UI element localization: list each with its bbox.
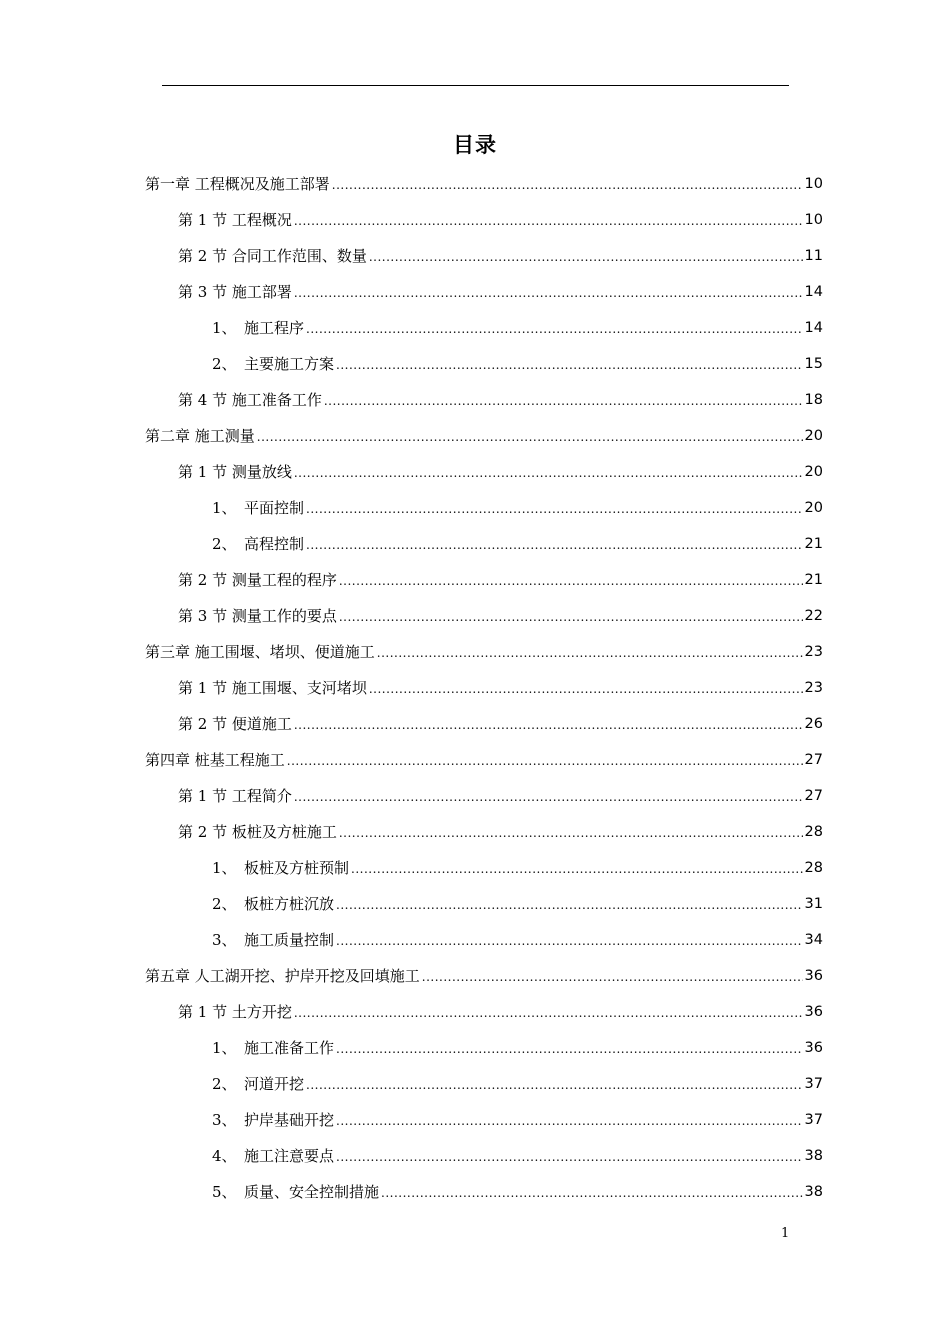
toc-entry-page: 14 xyxy=(804,320,823,336)
toc-entry-title: 高程控制 xyxy=(244,535,305,553)
toc-entry[interactable] xyxy=(178,244,823,266)
toc-dot-leader xyxy=(422,966,803,986)
toc-dot-leader xyxy=(336,1110,803,1130)
toc-entry-number: 4、 xyxy=(212,1147,237,1165)
toc-entry-title: 平面控制 xyxy=(244,499,305,517)
toc-entry-title: 第 2 节 便道施工 xyxy=(178,715,292,733)
toc-entry[interactable] xyxy=(178,676,823,698)
toc-dot-leader xyxy=(294,462,803,482)
toc-entry-page: 21 xyxy=(804,572,823,588)
header-rule xyxy=(162,85,789,86)
toc-entry-page: 36 xyxy=(804,1004,823,1020)
toc-entry-title: 第 3 节 施工部署 xyxy=(178,283,292,301)
toc-entry[interactable] xyxy=(212,1144,823,1166)
toc-entry-page: 14 xyxy=(804,284,823,300)
toc-entry[interactable] xyxy=(212,1108,823,1130)
toc-entry-page: 10 xyxy=(804,176,823,192)
toc-entry-title: 第 1 节 施工围堰、支河堵坝 xyxy=(178,679,367,697)
toc-entry-page: 18 xyxy=(804,392,823,408)
toc-entry-number: 1、 xyxy=(212,859,237,877)
toc-entry-page: 23 xyxy=(804,644,823,660)
toc-entry[interactable] xyxy=(212,532,823,554)
toc-entry[interactable] xyxy=(178,712,823,734)
toc-entry-number: 5、 xyxy=(212,1183,237,1201)
toc-dot-leader xyxy=(306,534,803,554)
toc-entry-number: 2、 xyxy=(212,1075,237,1093)
toc-entry[interactable] xyxy=(178,604,823,626)
toc-entry-number: 1、 xyxy=(212,499,237,517)
toc-dot-leader xyxy=(324,390,803,410)
toc-entry[interactable] xyxy=(178,460,823,482)
toc-entry-title: 第二章 施工测量 xyxy=(145,427,255,445)
toc-entry-title: 第 3 节 测量工作的要点 xyxy=(178,607,337,625)
toc-entry-page: 37 xyxy=(804,1076,823,1092)
toc-entry-page: 28 xyxy=(804,860,823,876)
toc-entry[interactable] xyxy=(212,856,823,878)
toc-entry[interactable] xyxy=(178,208,823,230)
page-number: 1 xyxy=(781,1226,790,1241)
toc-entry[interactable] xyxy=(145,424,823,446)
toc-entry-title: 第一章 工程概况及施工部署 xyxy=(145,175,330,193)
toc-entry-title: 第 1 节 土方开挖 xyxy=(178,1003,292,1021)
toc-entry-title: 第四章 桩基工程施工 xyxy=(145,751,285,769)
toc-entry-page: 27 xyxy=(804,752,823,768)
toc-entry-title: 护岸基础开挖 xyxy=(244,1111,335,1129)
toc-entry-title: 第 2 节 合同工作范围、数量 xyxy=(178,247,367,265)
toc-entry[interactable] xyxy=(145,172,823,194)
toc-entry-title: 第三章 施工围堰、堵坝、便道施工 xyxy=(145,643,375,661)
toc-dot-leader xyxy=(257,426,803,446)
toc-entry-number: 2、 xyxy=(212,535,237,553)
toc-entry[interactable] xyxy=(212,352,823,374)
toc-dot-leader xyxy=(336,1038,803,1058)
toc-entry-title: 第 1 节 工程简介 xyxy=(178,787,292,805)
toc-dot-leader xyxy=(306,318,803,338)
toc-entry-title: 第五章 人工湖开挖、护岸开挖及回填施工 xyxy=(145,967,420,985)
toc-dot-leader xyxy=(369,678,803,698)
toc-entry-title: 主要施工方案 xyxy=(244,355,335,373)
toc-entry-title: 施工程序 xyxy=(244,319,305,337)
toc-entry-title: 施工准备工作 xyxy=(244,1039,335,1057)
toc-entry-title: 第 2 节 测量工程的程序 xyxy=(178,571,337,589)
toc-entry[interactable] xyxy=(212,1036,823,1058)
toc-entry-title: 第 1 节 测量放线 xyxy=(178,463,292,481)
toc-dot-leader xyxy=(332,174,803,194)
toc-dot-leader xyxy=(287,750,803,770)
toc-entry-page: 36 xyxy=(804,968,823,984)
toc-entry[interactable] xyxy=(212,496,823,518)
toc-entry-page: 26 xyxy=(804,716,823,732)
toc-entry[interactable] xyxy=(212,1072,823,1094)
toc-entry[interactable] xyxy=(212,892,823,914)
toc-dot-leader xyxy=(381,1182,803,1202)
toc-entry-page: 22 xyxy=(804,608,823,624)
toc-entry-page: 20 xyxy=(804,464,823,480)
toc-title: 目录 xyxy=(453,133,497,157)
toc-dot-leader xyxy=(339,822,803,842)
toc-entry-title: 第 2 节 板桩及方桩施工 xyxy=(178,823,337,841)
toc-entry[interactable] xyxy=(178,1000,823,1022)
toc-dot-leader xyxy=(377,642,803,662)
toc-entry[interactable] xyxy=(145,640,823,662)
toc-dot-leader xyxy=(339,570,803,590)
toc-dot-leader xyxy=(339,606,803,626)
toc-entry-title: 施工注意要点 xyxy=(244,1147,335,1165)
toc-entry-page: 38 xyxy=(804,1148,823,1164)
toc-entry-page: 20 xyxy=(804,500,823,516)
toc-entry[interactable] xyxy=(178,820,823,842)
toc-entry-page: 31 xyxy=(804,896,823,912)
toc-entry-page: 21 xyxy=(804,536,823,552)
toc-entry-title: 第 1 节 工程概况 xyxy=(178,211,292,229)
toc-dot-leader xyxy=(336,1146,803,1166)
toc-entry-title: 板桩及方桩预制 xyxy=(244,859,350,877)
toc-dot-leader xyxy=(294,282,803,302)
toc-dot-leader xyxy=(336,894,803,914)
toc-entry-number: 1、 xyxy=(212,1039,237,1057)
toc-entry[interactable] xyxy=(145,964,823,986)
toc-entry[interactable] xyxy=(178,280,823,302)
toc-dot-leader xyxy=(336,930,803,950)
toc-entry-title: 质量、安全控制措施 xyxy=(244,1183,380,1201)
toc-entry-page: 36 xyxy=(804,1040,823,1056)
toc-entry-title: 河道开挖 xyxy=(244,1075,305,1093)
toc-dot-leader xyxy=(294,786,803,806)
toc-entry-page: 15 xyxy=(804,356,823,372)
toc-dot-leader xyxy=(306,498,803,518)
toc-dot-leader xyxy=(369,246,803,266)
toc-entry-number: 3、 xyxy=(212,1111,237,1129)
toc-entry-title: 施工质量控制 xyxy=(244,931,335,949)
toc-entry[interactable] xyxy=(178,568,823,590)
toc-entry[interactable] xyxy=(145,748,823,770)
toc-entry-number: 2、 xyxy=(212,355,237,373)
toc-entry-page: 20 xyxy=(804,428,823,444)
toc-dot-leader xyxy=(294,210,803,230)
toc-entry[interactable] xyxy=(212,316,823,338)
toc-entry-title: 板桩方桩沉放 xyxy=(244,895,335,913)
toc-entry-number: 3、 xyxy=(212,931,237,949)
toc-dot-leader xyxy=(294,1002,803,1022)
toc-entry-page: 38 xyxy=(804,1184,823,1200)
toc-dot-leader xyxy=(294,714,803,734)
toc-dot-leader xyxy=(336,354,803,374)
toc-entry-number: 2、 xyxy=(212,895,237,913)
toc-entry[interactable] xyxy=(212,928,823,950)
toc-entry-page: 37 xyxy=(804,1112,823,1128)
toc-entry-page: 34 xyxy=(804,932,823,948)
toc-dot-leader xyxy=(306,1074,803,1094)
toc-entry-number: 1、 xyxy=(212,319,237,337)
toc-entry-title: 第 4 节 施工准备工作 xyxy=(178,391,322,409)
toc-entry-page: 28 xyxy=(804,824,823,840)
toc-entry[interactable] xyxy=(178,784,823,806)
toc-entry-page: 23 xyxy=(804,680,823,696)
toc-entry[interactable] xyxy=(212,1180,823,1202)
toc-dot-leader xyxy=(351,858,803,878)
toc-entry-page: 11 xyxy=(804,248,823,264)
toc-entry-page: 27 xyxy=(804,788,823,804)
toc-entry-page: 10 xyxy=(804,212,823,228)
toc-entry[interactable] xyxy=(178,388,823,410)
